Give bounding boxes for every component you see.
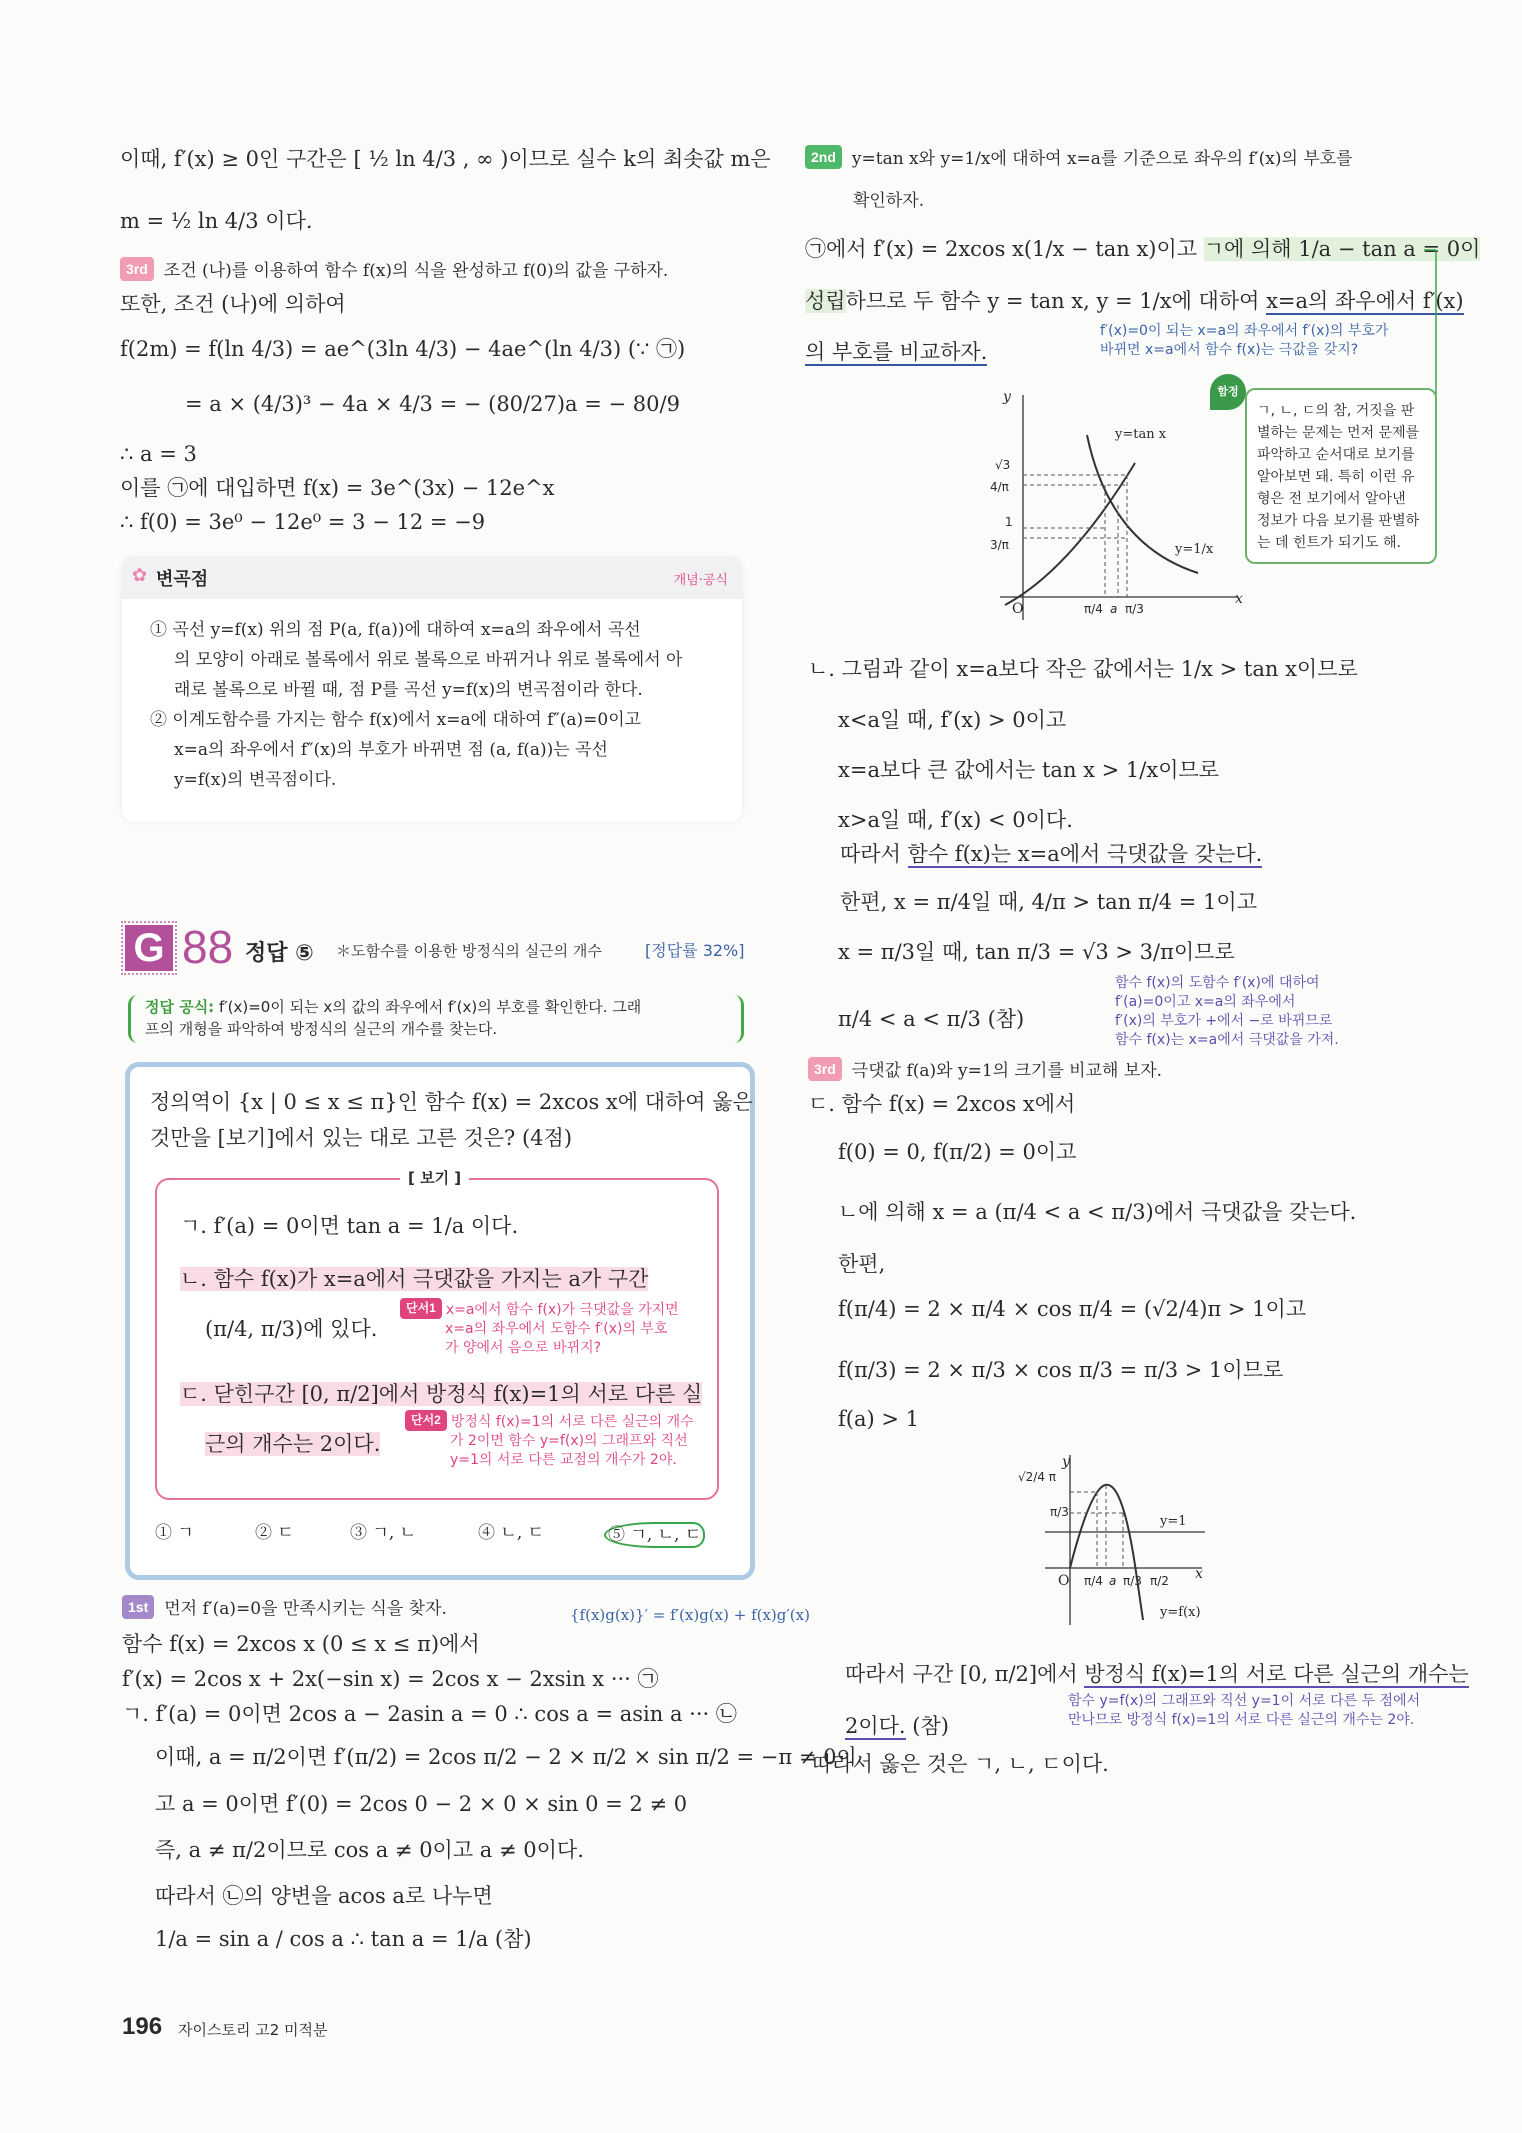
- trap-note: ㄱ, ㄴ, ㄷ의 참, 거짓을 판 별하는 문제는 먼저 문제를 파악하고 순서대로 보기를 알아보면 돼. 특히 이런 유 형은 전 보기에서 알아낸 정보가 다음 보기를 판별하 는 데 힌트가 되기도 해.: [1245, 388, 1437, 564]
- flower-icon: ✿: [132, 565, 148, 586]
- x-tick: π/3: [1125, 602, 1144, 616]
- solution-line: 고 a = 0이면 f′(0) = 2cos 0 − 2 × 0 × sin 0 = 2 ≠ 0: [155, 1792, 688, 1816]
- tan-label: y=tan x: [1115, 427, 1167, 442]
- final-answer-line: 따라서 옳은 것은 ㄱ, ㄴ, ㄷ이다.: [812, 1752, 1109, 1776]
- concept-box: [122, 557, 742, 822]
- choice-5-selected[interactable]: ⑤ ㄱ, ㄴ, ㄷ: [604, 1522, 705, 1548]
- step2-heading: [805, 145, 1353, 170]
- solution-line: f(π/3) = 2 × π/3 × cos π/3 = π/3 > 1이므로: [838, 1358, 1284, 1382]
- bogi-item: (π/4, π/3)에 있다.: [205, 1317, 378, 1341]
- step-badge: 2nd: [805, 145, 842, 169]
- y-axis-label: y: [1062, 1454, 1070, 1470]
- step-badge: 3rd: [808, 1057, 842, 1081]
- step-title: 극댓값 f(a)와 y=1의 크기를 비교해 보자.: [851, 1061, 1163, 1081]
- step-title: 조건 (나)를 이용하여 함수 f(x)의 식을 완성하고 f(0)의 값을 구하자.: [163, 261, 669, 281]
- step-title: y=tan x와 y=1/x에 대하여 x=a를 기준으로 좌우의 f′(x)의 부호를: [851, 149, 1353, 169]
- x-tick: π/4: [1084, 1574, 1103, 1588]
- y-tick: π/3: [1050, 1505, 1069, 1519]
- x-tick: a: [1109, 1574, 1117, 1588]
- step-badge: 1st: [122, 1595, 154, 1619]
- curve-label: y=f(x): [1160, 1605, 1201, 1620]
- line-label: y=1: [1160, 1514, 1187, 1529]
- x-axis-label: x: [1235, 591, 1243, 607]
- solution-line: ㄱ. f′(a) = 0이면 2cos a − 2asin a = 0 ∴ cos a = asin a ··· ㉡: [122, 1702, 737, 1726]
- step2-heading-cont: 확인하자.: [853, 191, 925, 211]
- bogi-item: 근의 개수는 2이다.: [205, 1432, 381, 1456]
- y-tick: 1: [1005, 515, 1013, 529]
- solution-line: f(a) > 1: [838, 1407, 919, 1431]
- solution-line: 따라서 함수 f(x)는 x=a에서 극댓값을 갖는다.: [840, 842, 1263, 866]
- solution-line: 의 부호를 비교하자.: [805, 340, 988, 364]
- bogi-item: ㄴ. 함수 f(x)가 x=a에서 극댓값을 가지는 a가 구간: [180, 1267, 649, 1291]
- bogi-item: ㄱ. f′(a) = 0이면 tan a = 1/a 이다.: [180, 1214, 519, 1238]
- origin-label: O: [1012, 601, 1024, 617]
- book-title: 자이스토리 고2 미적분: [178, 2021, 328, 2039]
- formula-label: 정답 공식:: [145, 998, 215, 1016]
- f-curve: [1070, 1485, 1143, 1620]
- formula-text: f′(x)=0이 되는 x의 값의 좌우에서 f′(x)의 부호를 확인한다. 그래: [218, 998, 642, 1016]
- solution-line: 또한, 조건 (나)에 의하여: [120, 292, 346, 316]
- solution-line: 따라서 구간 [0, π/2]에서 방정식 f(x)=1의 서로 다른 실근의 개수는: [845, 1662, 1469, 1686]
- concept-item: x=a의 좌우에서 f″(x)의 부호가 바뀌면 점 (a, f(a))는 곡선: [174, 740, 608, 760]
- y-tick: √3: [995, 458, 1011, 472]
- x-tick: π/4: [1084, 602, 1103, 616]
- reciprocal-label: y=1/x: [1175, 542, 1214, 557]
- solution-line: ∴ a = 3: [120, 442, 197, 466]
- solution-line: 이때, a = π/2이면 f′(π/2) = 2cos π/2 − 2 × π/2 × sin π/2 = −π ≠ 0이: [155, 1745, 857, 1769]
- question-line: 것만을 [보기]에서 있는 대로 고른 것은? (4점): [150, 1126, 573, 1150]
- x-axis-label: x: [1195, 1566, 1203, 1582]
- y-tick: 3/π: [990, 538, 1009, 552]
- trap-badge: 함정: [1210, 374, 1246, 410]
- y-axis-label: y: [1003, 389, 1011, 405]
- solution-line: 따라서 ㉡의 양변을 acos a로 나누면: [155, 1884, 493, 1908]
- concept-item: ② 이계도함수를 가지는 함수 f(x)에서 x=a에 대하여 f″(a)=0이고: [150, 710, 642, 730]
- solution-line: ㄴ. 그림과 같이 x=a보다 작은 값에서는 1/x > tan x이므로: [808, 657, 1358, 681]
- solution-line: 성립하므로 두 함수 y = tan x, y = 1/x에 대하여 x=a의 좌우에서 f′(x): [805, 289, 1464, 313]
- choice-1[interactable]: ① ㄱ: [155, 1523, 194, 1543]
- question-line: 정의역이 {x | 0 ≤ x ≤ π}인 함수 f(x) = 2xcos x에 대하여 옳은: [150, 1090, 753, 1114]
- x-tick: a: [1110, 602, 1118, 616]
- tan-curve: [1005, 463, 1135, 605]
- solution-line: ㉠에서 f′(x) = 2xcos x(1/x − tan x)이고 ㄱ에 의해 1/a − tan a = 0이: [805, 237, 1481, 261]
- answer-formula: [128, 995, 744, 1043]
- problem-topic: ＊도함수를 이용한 방정식의 실근의 개수: [336, 942, 602, 960]
- solution-line: = a × (4/3)³ − 4a × 4/3 = − (80/27)a = − 80/9: [185, 392, 680, 416]
- page-number: 196: [122, 2013, 163, 2040]
- solution-line: ㄷ. 함수 f(x) = 2xcos x에서: [808, 1092, 1076, 1116]
- concept-header: [122, 557, 742, 599]
- concept-title: 변곡점: [156, 569, 209, 590]
- problem-number: 88: [182, 921, 234, 973]
- choice-2[interactable]: ② ㄷ: [255, 1523, 294, 1543]
- solution-line: ㄴ에 의해 x = a (π/4 < a < π/3)에서 극댓값을 갖는다.: [838, 1200, 1357, 1224]
- correct-rate: [정답률 32%]: [645, 941, 745, 960]
- solution-line: 즉, a ≠ π/2이므로 cos a ≠ 0이고 a ≠ 0이다.: [155, 1838, 584, 1862]
- y-tick: 4/π: [990, 480, 1009, 494]
- product-rule-note: {f(x)g(x)}′ = f′(x)g(x) + f(x)g′(x): [570, 1606, 810, 1624]
- solution-line: 한편, x = π/4일 때, 4/π > tan π/4 = 1이고: [840, 890, 1258, 914]
- formula-text: 프의 개형을 파악하여 방정식의 실근의 개수를 찾는다.: [145, 1020, 498, 1038]
- solution-line: x = π/3일 때, tan π/3 = √3 > 3/π이므로: [838, 940, 1235, 964]
- guide-lines: [1070, 1485, 1123, 1568]
- solution-line: f(0) = 0, f(π/2) = 0이고: [838, 1140, 1077, 1164]
- solution-line: x=a보다 큰 값에서는 tan x > 1/x이므로: [838, 758, 1220, 782]
- step3-heading: [808, 1057, 1162, 1082]
- solution-line: 한편,: [838, 1252, 886, 1276]
- step1-heading: [122, 1595, 447, 1620]
- solution-line: x<a일 때, f′(x) > 0이고: [838, 708, 1067, 732]
- choice-3[interactable]: ③ ㄱ, ㄴ: [350, 1523, 417, 1543]
- step3-heading: [120, 257, 668, 282]
- concept-item: 래로 볼록으로 바뀔 때, 점 P를 곡선 y=f(x)의 변곡점이라 한다.: [174, 680, 643, 700]
- roots-note: 함수 y=f(x)의 그래프와 직선 y=1이 서로 다른 두 점에서 만나므로 방정식 f(x)=1의 서로 다른 실근의 개수는 2야.: [1068, 1693, 1421, 1728]
- concept-item: y=f(x)의 변곡점이다.: [174, 770, 337, 790]
- solution-line: 함수 f(x) = 2xcos x (0 ≤ x ≤ π)에서: [122, 1632, 480, 1656]
- x-tick: π/3: [1123, 1574, 1142, 1588]
- solution-line: 1/a = sin a / cos a ∴ tan a = 1/a (참): [155, 1927, 532, 1951]
- guide-lines: [1023, 475, 1127, 597]
- solution-line: π/4 < a < π/3 (참): [838, 1007, 1025, 1031]
- intro-line: m = ½ ln 4/3 이다.: [120, 209, 313, 233]
- extremum-note: f′(x)=0이 되는 x=a의 좌우에서 f′(x)의 부호가 바뀌면 x=a에서 함수 f(x)는 극값을 갖지?: [1100, 323, 1389, 358]
- step-badge: 3rd: [120, 257, 154, 281]
- solution-line: f(π/4) = 2 × π/4 × cos π/4 = (√2/4)π > 1이고: [838, 1297, 1307, 1321]
- solution-line: f′(x) = 2cos x + 2x(−sin x) = 2cos x − 2xsin x ··· ㉠: [122, 1667, 659, 1691]
- bogi-item: ㄷ. 닫힌구간 [0, π/2]에서 방정식 f(x)=1의 서로 다른 실: [180, 1382, 703, 1406]
- intro-line: 이때, f′(x) ≥ 0인 구간은 [ ½ ln 4/3 , ∞ )이므로 실수 k의 최솟값 m은: [120, 147, 771, 171]
- concept-tag: 개념·공식: [673, 573, 728, 588]
- x-tick: π/2: [1150, 1574, 1169, 1588]
- maximum-note: 함수 f(x)의 도함수 f′(x)에 대하여 f′(a)=0이고 x=a의 좌우에서 f′(x)의 부호가 +에서 −로 바뀌므로 함수 f(x)는 x=a에서 극댓값을 가져.: [1115, 975, 1339, 1048]
- section-badge: G: [125, 925, 173, 971]
- hint-2: 단서2 방정식 f(x)=1의 서로 다른 실근의 개수 가 2이면 함수 y=f(x)의 그래프와 직선 y=1의 서로 다른 교점의 개수가 2야.: [405, 1410, 694, 1470]
- solution-line: 이를 ㉠에 대입하면 f(x) = 3e^(3x) − 12e^x: [120, 476, 555, 500]
- y-tick: √2/4 π: [1018, 1470, 1056, 1484]
- solution-line: 2이다. (참): [845, 1714, 949, 1738]
- answer-label: 정답 ⑤: [245, 941, 314, 966]
- bogi-title: [ 보기 ]: [400, 1167, 469, 1188]
- tan-reciprocal-graph: [990, 385, 1250, 625]
- solution-line: x>a일 때, f′(x) < 0이다.: [838, 808, 1073, 832]
- concept-item: 의 모양이 아래로 볼록에서 위로 볼록으로 바뀌거나 위로 볼록에서 아: [174, 650, 683, 670]
- concept-item: ① 곡선 y=f(x) 위의 점 P(a, f(a))에 대하여 x=a의 좌우에서 곡선: [150, 620, 641, 640]
- origin-label: O: [1058, 1573, 1070, 1589]
- solution-line: ∴ f(0) = 3e⁰ − 12e⁰ = 3 − 12 = −9: [120, 510, 486, 534]
- solution-line: f(2m) = f(ln 4/3) = ae^(3ln 4/3) − 4ae^(ln 4/3) (∵ ㉠): [120, 337, 686, 361]
- step-title: 먼저 f′(a)=0을 만족시키는 식을 찾자.: [164, 1599, 447, 1619]
- choice-4[interactable]: ④ ㄴ, ㄷ: [478, 1523, 545, 1543]
- hint-1: 단서1 x=a에서 함수 f(x)가 극댓값을 가지면 x=a의 좌우에서 도함수 f′(x)의 부호 가 양에서 음으로 바뀌지?: [400, 1298, 679, 1358]
